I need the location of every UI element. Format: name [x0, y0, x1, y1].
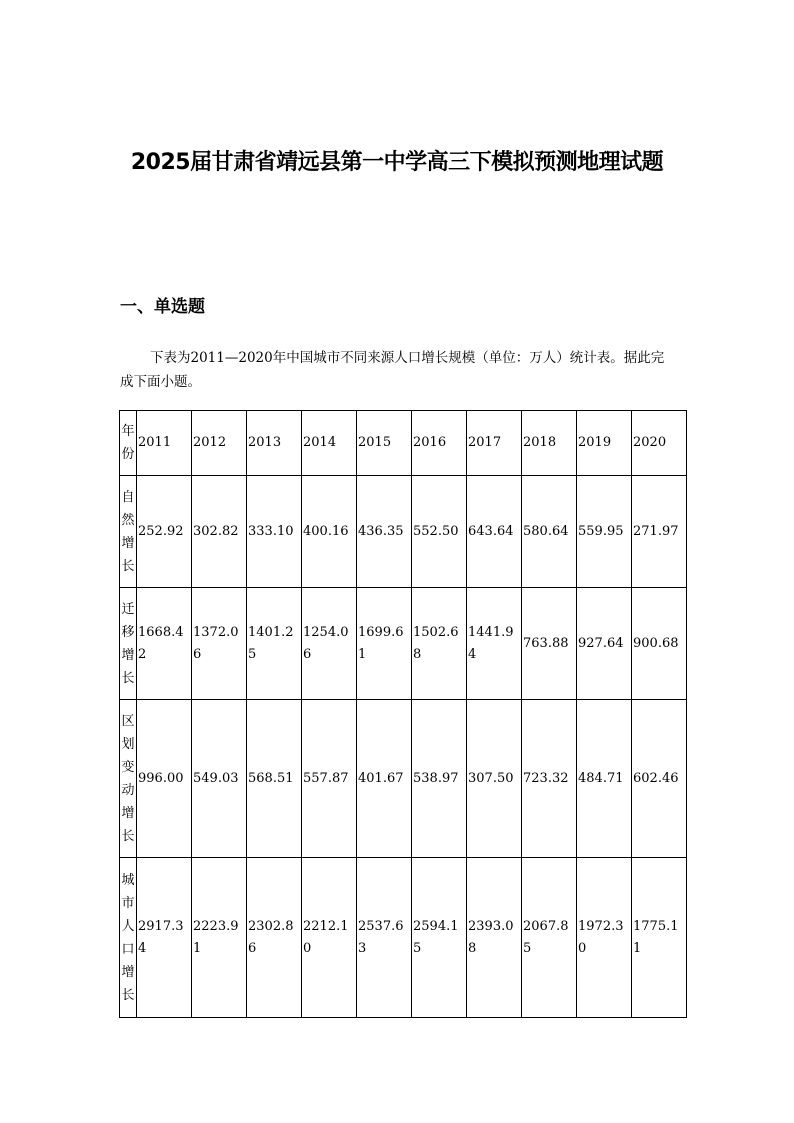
- year-cell: 2020: [632, 411, 687, 476]
- table-cell: 302.82: [192, 476, 247, 588]
- table-row: [120, 476, 687, 588]
- document-title: 2025届甘肃省靖远县第一中学高三下模拟预测地理试题: [130, 150, 664, 175]
- year-cell: 2013: [247, 411, 302, 476]
- table-cell: 333.10: [247, 476, 302, 588]
- table-row: [120, 700, 687, 858]
- table-row: [120, 588, 687, 700]
- table-cell: 1502.68: [412, 588, 467, 700]
- table-cell: 1699.61: [357, 588, 412, 700]
- table-cell: 763.88: [522, 588, 577, 700]
- table-cell: 996.00: [137, 700, 192, 858]
- table-cell: 568.51: [247, 700, 302, 858]
- table-cell: 1372.06: [192, 588, 247, 700]
- year-cell: 2019: [577, 411, 632, 476]
- table-cell: 580.64: [522, 476, 577, 588]
- table-cell: 900.68: [632, 588, 687, 700]
- table-cell: 271.97: [632, 476, 687, 588]
- table-cell: 1401.25: [247, 588, 302, 700]
- table-cell: 1972.30: [577, 858, 632, 1018]
- table-cell: 400.16: [302, 476, 357, 588]
- row-label-cell: [120, 858, 137, 1018]
- header-label: 年份: [121, 424, 135, 462]
- table-cell: 643.64: [467, 476, 522, 588]
- year-cell: 2012: [192, 411, 247, 476]
- table-cell: 559.95: [577, 476, 632, 588]
- year-cell: 2017: [467, 411, 522, 476]
- table-cell: 602.46: [632, 700, 687, 858]
- table-cell: 401.67: [357, 700, 412, 858]
- row-label-cell: [120, 476, 137, 588]
- table-cell: 2212.10: [302, 858, 357, 1018]
- table-cell: 557.87: [302, 700, 357, 858]
- table-cell: 927.64: [577, 588, 632, 700]
- year-cell: 2015: [357, 411, 412, 476]
- row-label: 自然增长: [121, 489, 135, 574]
- table-cell: 436.35: [357, 476, 412, 588]
- table-cell: 549.03: [192, 700, 247, 858]
- year-cell: 2014: [302, 411, 357, 476]
- table-cell: 2537.63: [357, 858, 412, 1018]
- table-cell: 723.32: [522, 700, 577, 858]
- table-cell: 1254.06: [302, 588, 357, 700]
- table-cell: 2223.91: [192, 858, 247, 1018]
- header-label-cell: [120, 411, 137, 476]
- table-body: [120, 411, 687, 1018]
- table-cell: 1668.42: [137, 588, 192, 700]
- table-cell: 2917.34: [137, 858, 192, 1018]
- row-label: 区划变动增长: [121, 713, 135, 844]
- row-label: 城市人口增长: [121, 872, 135, 1003]
- table-cell: 1441.94: [467, 588, 522, 700]
- table-cell: 552.50: [412, 476, 467, 588]
- year-cell: 2016: [412, 411, 467, 476]
- table-cell: 2594.15: [412, 858, 467, 1018]
- table-cell: 538.97: [412, 700, 467, 858]
- table-header-row: [120, 411, 687, 476]
- row-label-cell: [120, 700, 137, 858]
- table-cell: 307.50: [467, 700, 522, 858]
- table-cell: 252.92: [137, 476, 192, 588]
- row-label: 迁移增长: [121, 601, 135, 686]
- row-label-cell: [120, 588, 137, 700]
- table-cell: 2067.85: [522, 858, 577, 1018]
- year-cell: 2011: [137, 411, 192, 476]
- table-cell: 2302.86: [247, 858, 302, 1018]
- year-cell: 2018: [522, 411, 577, 476]
- section-heading: 一、单选题: [120, 297, 205, 317]
- table-row: [120, 858, 687, 1018]
- population-table: [119, 410, 687, 1018]
- table-cell: 2393.08: [467, 858, 522, 1018]
- table-cell: 484.71: [577, 700, 632, 858]
- table-cell: 1775.11: [632, 858, 687, 1018]
- question-intro: 下表为2011—2020年中国城市不同来源人口增长规模（单位：万人）统计表。据此完成下面小题。: [120, 350, 665, 390]
